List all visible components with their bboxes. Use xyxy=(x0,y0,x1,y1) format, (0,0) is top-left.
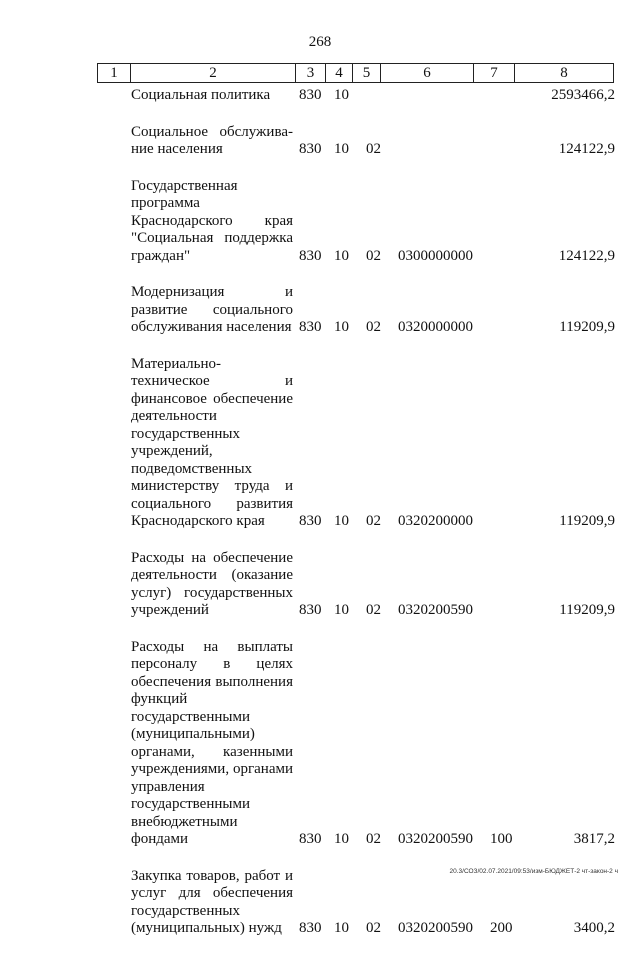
row-col-6: 0320200000 xyxy=(398,513,473,529)
header-col-5: 5 xyxy=(353,64,381,82)
row-col-5: 02 xyxy=(366,602,381,618)
row-name: Социальное обслужива-ние населения xyxy=(131,123,293,157)
row-col-3: 830 xyxy=(299,513,322,529)
row-name: Материально-техническое и финансовое обеспечение деятельности государственных учреждений, подведомственных министерству труда и социального развития Краснодарского края xyxy=(131,355,293,529)
row-col-4: 10 xyxy=(334,87,349,103)
row-col-8: 3400,2 xyxy=(573,920,615,936)
row-col-8: 119209,9 xyxy=(559,319,615,335)
table-row xyxy=(0,124,640,159)
row-col-3: 830 xyxy=(299,831,322,847)
table-row xyxy=(0,868,640,938)
row-col-8: 124122,9 xyxy=(558,247,615,264)
table-row xyxy=(0,178,640,266)
header-col-8: 8 xyxy=(560,65,568,81)
row-col-6: 0300000000 xyxy=(398,247,473,264)
row-col-5: 02 xyxy=(366,513,381,529)
row-name: Расходы на выплаты персоналу в целях обеспечения выполнения функций государственными (муниципальными) органами, казенными учреждениями, органами управления государственными внебюджетными фондами xyxy=(131,638,293,847)
table-row xyxy=(0,356,640,531)
header-col-2: 2 xyxy=(131,64,296,82)
row-col-7: 200 xyxy=(490,920,513,936)
row-col-3: 830 xyxy=(299,141,322,157)
row-col-4: 10 xyxy=(334,319,349,335)
table-row xyxy=(0,550,640,620)
row-col-5: 02 xyxy=(366,319,381,335)
row-name: Модернизация и развитие социального обслуживания населения xyxy=(131,284,293,335)
header-col-3: 3 xyxy=(296,64,326,82)
row-col-4: 10 xyxy=(334,513,349,529)
page-number: 268 xyxy=(308,34,332,50)
row-name: Государственная программа Краснодарского края "Социальная поддержка граждан" xyxy=(131,177,293,264)
footer-note: 20.3/СОЗ/02.07.2021/09:53/изм-БЮДЖЕТ-2 чт-закон-2 ч xyxy=(449,868,618,875)
row-col-5: 02 xyxy=(366,141,381,157)
row-col-3: 830 xyxy=(299,920,322,936)
row-col-4: 10 xyxy=(334,920,349,936)
row-col-5: 02 xyxy=(366,920,381,936)
row-col-7: 100 xyxy=(490,831,513,847)
row-col-5: 02 xyxy=(366,247,381,264)
row-col-6: 0320200590 xyxy=(398,920,473,936)
table-header xyxy=(97,63,614,83)
header-col-6: 6 xyxy=(381,64,474,82)
row-name: Социальная политика xyxy=(131,87,271,103)
table-row xyxy=(0,87,640,105)
row-col-3: 830 xyxy=(299,87,322,103)
row-col-5: 02 xyxy=(366,831,381,847)
row-col-3: 830 xyxy=(299,602,322,618)
row-col-4: 10 xyxy=(334,831,349,847)
row-col-3: 830 xyxy=(299,247,322,264)
row-col-8: 3817,2 xyxy=(573,831,615,847)
row-name: Расходы на обеспечение деятельности (оказание услуг) государственных учреждений xyxy=(131,549,293,618)
row-name: Закупка товаров, работ и услуг для обеспечения государственных (муниципальных) нужд xyxy=(131,867,293,936)
header-col-7: 7 xyxy=(474,64,515,82)
row-col-6: 0320200590 xyxy=(398,602,473,618)
table-body xyxy=(0,87,640,957)
table-row xyxy=(0,284,640,337)
row-col-8: 119209,9 xyxy=(559,513,615,529)
row-col-6: 0320000000 xyxy=(398,319,473,335)
table-row xyxy=(0,639,640,849)
row-col-4: 10 xyxy=(334,247,349,264)
row-col-4: 10 xyxy=(334,602,349,618)
row-col-8: 2593466,2 xyxy=(551,87,615,103)
row-col-6: 0320200590 xyxy=(398,831,473,847)
row-col-4: 10 xyxy=(334,141,349,157)
row-col-8: 124122,9 xyxy=(558,141,615,157)
header-col-4: 4 xyxy=(326,64,353,82)
header-col-1: 1 xyxy=(98,64,131,82)
row-col-3: 830 xyxy=(299,319,322,335)
row-col-8: 119209,9 xyxy=(559,602,615,618)
